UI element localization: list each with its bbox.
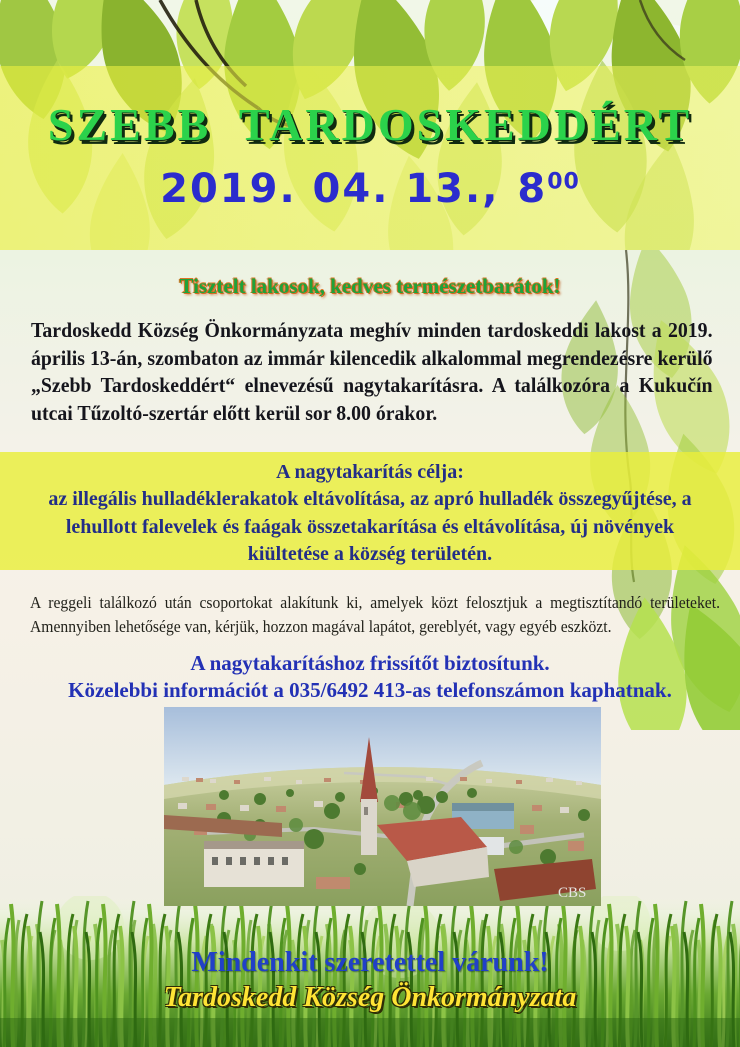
intro-paragraph: Tardoskedd Község Önkormányzata meghív minden tardoskeddi lakost a 2019. április 13-án, szombaton az immár kilencedik alkalommal megrendezésre kerülő „Szebb Tardoskeddért“ elnevezésű nagytakarításra. A találkozóra a Kukučín utcai Tűzoltó-szertár előtt kerül sor 8.00 órakor. xyxy=(31,318,713,425)
flyer-title: SZEBB TARDOSKEDDÉRT xyxy=(47,99,693,150)
refreshment-line: A nagytakarításhoz frissítőt biztosítunk. xyxy=(190,651,550,675)
goal-heading: A nagytakarítás célja: xyxy=(276,461,464,483)
event-hour: 8 xyxy=(517,166,548,212)
goal-body: az illegális hulladéklerakatok eltávolítása, az apró hulladék összegyűjtése, a lehullott falevelek és faágak összetakarítása és eltávolítása, új növények kiültetése a község területén. xyxy=(48,488,692,566)
closing-line: Mindenkit szeretettel várunk! xyxy=(191,947,549,978)
event-date-text: 2019. 04. 13., xyxy=(160,166,500,212)
signature-line: Tardoskedd Község Önkormányzata xyxy=(163,982,577,1013)
goal-block xyxy=(40,459,700,569)
village-photo-image xyxy=(164,707,601,906)
greeting-line: Tisztelt lakosok, kedves természetbarátok! xyxy=(179,274,561,298)
title-yellow-band xyxy=(0,66,740,250)
event-minutes: 00 xyxy=(547,169,580,195)
village-photo xyxy=(164,707,601,906)
contact-line: Közelebbi információt a 035/6492 413-as telefonszámon kaphatnak. xyxy=(68,678,672,702)
photo-watermark: CBS xyxy=(558,885,587,901)
logistics-paragraph: A reggeli találkozó után csoportokat alakítunk ki, amelyek közt felosztjuk a megtisztítandó területeket. Amennyiben lehetősége van, kérjük, hozzon magával lapátot, gereblyét, vagy egyéb eszközt. xyxy=(30,593,720,636)
event-date xyxy=(0,166,740,212)
